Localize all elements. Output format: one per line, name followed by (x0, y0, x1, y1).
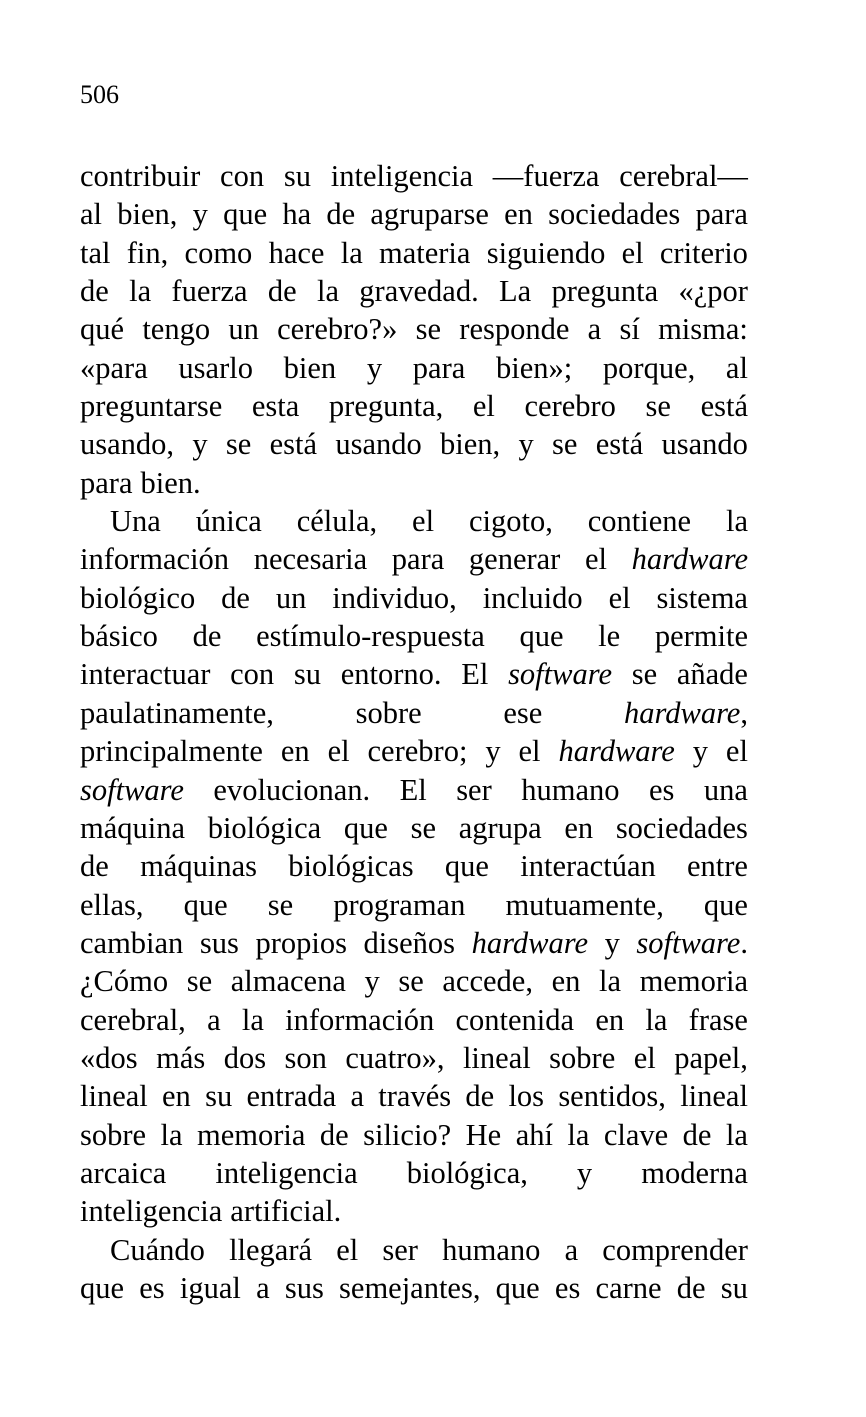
word: de (319, 1117, 349, 1152)
word: sobre (80, 1117, 147, 1152)
word: al (80, 197, 103, 232)
word: individuo, (332, 580, 457, 615)
paragraph (80, 502, 748, 1231)
word: que (343, 810, 388, 845)
word: bien, (440, 427, 501, 462)
word: sus (284, 1270, 324, 1305)
word: necesaria (253, 542, 368, 577)
word: qué (80, 312, 125, 347)
word: información (80, 542, 230, 577)
word: y (366, 350, 383, 385)
word: a (256, 1270, 270, 1305)
word: se (186, 964, 213, 999)
word: se (415, 312, 442, 347)
word: lineal (80, 1079, 148, 1114)
word: cuatro», (345, 1040, 445, 1075)
word: sistema (656, 580, 748, 615)
text-line (80, 771, 748, 809)
word: lineal (462, 1040, 531, 1075)
word: en (564, 810, 594, 845)
word: biológico (80, 580, 196, 615)
word: de (676, 1270, 706, 1305)
word: papel, (674, 1040, 748, 1075)
word: contiene (587, 504, 692, 539)
word: interactúan (520, 849, 656, 884)
word: añade (676, 657, 748, 692)
word: preguntarse (80, 389, 223, 424)
word: sociedades (548, 197, 681, 232)
word: en (595, 1002, 625, 1037)
word: generar (468, 542, 561, 577)
word: cerebro; (367, 734, 468, 769)
word: su (720, 1270, 748, 1305)
word: y (364, 964, 380, 999)
word: —fuerza (492, 159, 600, 193)
body-text (80, 157, 748, 1307)
word: que (183, 887, 228, 922)
word: bien, (117, 197, 178, 232)
word: misma: (658, 312, 748, 347)
text-line (80, 1039, 748, 1077)
word: cerebro?» (277, 312, 398, 347)
word: que (80, 1270, 125, 1305)
word: ser (456, 772, 492, 807)
text-line (80, 349, 748, 387)
word: de (682, 1117, 712, 1152)
word: de (221, 580, 250, 615)
word: Cuándo (110, 1232, 205, 1267)
word: es (139, 1270, 165, 1305)
word: y (576, 1155, 593, 1190)
word: pregunta (551, 274, 659, 309)
word: única (195, 504, 262, 539)
word: más (156, 1040, 206, 1075)
word: que (495, 1270, 540, 1305)
word: inteligencia (330, 159, 474, 193)
text-line (80, 1231, 748, 1269)
text-line (80, 464, 748, 502)
word: «dos (80, 1040, 138, 1075)
word: célula, (296, 504, 378, 539)
word: contribuir (80, 159, 201, 193)
word: a (564, 1232, 579, 1267)
word: el (584, 542, 607, 577)
word: en (280, 734, 310, 769)
word: usarlo (178, 350, 253, 385)
word: de (267, 274, 297, 309)
text-line (80, 1116, 748, 1154)
word: está (700, 389, 748, 424)
word: El (461, 657, 489, 692)
word: que (444, 849, 489, 884)
word: accede, (442, 964, 533, 999)
word: su (283, 159, 311, 193)
word: la (567, 1117, 590, 1152)
word: agrupa (458, 810, 542, 845)
word: el (608, 580, 631, 615)
word: como (184, 235, 253, 270)
word: se (631, 657, 658, 692)
word: el (336, 1232, 359, 1267)
word: bien»; (495, 350, 573, 385)
word: la (725, 1117, 748, 1152)
word: ahí (515, 1117, 553, 1152)
word: con (230, 657, 275, 692)
text-line (80, 732, 748, 770)
word: He (465, 1117, 502, 1152)
word: tal (80, 235, 111, 270)
word: una (703, 772, 748, 807)
word: hardware, (623, 695, 748, 730)
word: criterio (659, 235, 748, 270)
word: mutuamente, (505, 887, 664, 922)
word: permite (654, 619, 748, 654)
word: hardware (558, 734, 675, 769)
word: básico (80, 619, 158, 654)
word: materia (379, 235, 471, 270)
word: fin, (126, 235, 169, 270)
word: almacena (230, 964, 346, 999)
word: bien (283, 350, 337, 385)
word: inteligencia (215, 1155, 358, 1190)
word: sociedades (615, 810, 748, 845)
word: su (293, 657, 321, 692)
word: se (552, 427, 578, 462)
word: esta (251, 389, 300, 424)
word: humano (521, 772, 620, 807)
word: usando (661, 427, 748, 462)
word: biológica, (406, 1155, 528, 1190)
word: porque, (602, 350, 696, 385)
word: el (472, 389, 495, 424)
word: El (399, 772, 427, 807)
word: la (160, 1117, 183, 1152)
word: llegará (229, 1232, 313, 1267)
word: artificial. (230, 1194, 342, 1229)
text-line (80, 655, 748, 693)
word: sí (619, 312, 640, 347)
word: para (412, 350, 466, 385)
word: bien. (140, 465, 201, 500)
word: la (725, 504, 748, 539)
word: cerebral, (80, 1002, 186, 1037)
word: arcaica (80, 1155, 167, 1190)
word: con (220, 159, 265, 193)
paragraph (80, 157, 748, 502)
word: y (692, 734, 708, 769)
word: máquina (80, 810, 186, 845)
word: interactuar (80, 657, 211, 692)
word: memoria (639, 964, 748, 999)
word: a (350, 1079, 365, 1114)
word: responde (459, 312, 570, 347)
text-line (80, 195, 748, 233)
text-line (80, 962, 748, 1000)
word: usando (335, 427, 422, 462)
word: siguiendo (486, 235, 606, 270)
word: clave (603, 1117, 669, 1152)
word: para (695, 197, 748, 232)
word: principalmente (80, 734, 263, 769)
word: la (598, 964, 621, 999)
text-line (80, 540, 748, 578)
word: cambian (80, 925, 184, 960)
word: dos (223, 1040, 267, 1075)
word: de (80, 274, 109, 309)
word: la (340, 235, 363, 270)
word: ha (282, 197, 312, 232)
word: usando, (80, 427, 175, 462)
word: diseños (363, 925, 456, 960)
paragraph (80, 1231, 748, 1308)
text-line (80, 1154, 748, 1192)
word: en (162, 1079, 191, 1114)
word: y (518, 427, 534, 462)
word: sus (199, 925, 239, 960)
word: paulatinamente, (80, 695, 274, 730)
text-line (80, 1001, 748, 1039)
word: través (378, 1079, 452, 1114)
text-line (80, 617, 748, 655)
word: programan (333, 887, 466, 922)
word: frase (688, 1002, 748, 1037)
word: está (595, 427, 644, 462)
word: la (645, 1002, 668, 1037)
word: los (508, 1079, 545, 1114)
word: y (192, 427, 208, 462)
word: ellas, (80, 887, 144, 922)
text-line (80, 694, 748, 732)
word: a (207, 1002, 221, 1037)
word: entre (687, 849, 748, 884)
word: para (80, 465, 133, 500)
text-line (80, 1192, 748, 1230)
word: gravedad. (359, 274, 479, 309)
text-line (80, 809, 748, 847)
text-line (80, 310, 748, 348)
word: software. (636, 925, 748, 960)
word: y (192, 197, 208, 232)
word: al (725, 350, 748, 385)
text-line (80, 1077, 748, 1115)
text-line (80, 579, 748, 617)
word: agruparse (370, 197, 489, 232)
word: cerebral— (619, 159, 748, 193)
text-line (80, 425, 748, 463)
text-line (80, 157, 748, 195)
word: la (241, 1002, 264, 1037)
word: evolucionan. (213, 772, 371, 807)
word: propios (255, 925, 347, 960)
word: memoria (197, 1117, 306, 1152)
word: lineal (680, 1079, 748, 1114)
word: máquinas (140, 849, 257, 884)
word: información (285, 1002, 435, 1037)
page-number: 506 (80, 80, 119, 109)
word: está (269, 427, 318, 462)
word: y (604, 925, 620, 960)
text-line (80, 1269, 748, 1307)
word: moderna (641, 1155, 748, 1190)
word: comprender (602, 1232, 748, 1267)
word: y (485, 734, 501, 769)
word: tengo (142, 312, 211, 347)
word: en (504, 197, 533, 232)
word: «para (80, 350, 148, 385)
word: semejantes, (339, 1270, 481, 1305)
word: hardware (471, 925, 588, 960)
word: contenida (455, 1002, 575, 1037)
word: se (410, 810, 437, 845)
word: de (326, 197, 356, 232)
word: pregunta, (328, 389, 444, 424)
text-line (80, 924, 748, 962)
word: se (398, 964, 424, 999)
word: incluido (482, 580, 583, 615)
text-line (80, 234, 748, 272)
word: biológicas (288, 849, 414, 884)
word: sobre (355, 695, 422, 730)
word: sobre (549, 1040, 616, 1075)
word: es (649, 772, 675, 807)
word: igual (179, 1270, 241, 1305)
word: la (316, 274, 339, 309)
word: para (391, 542, 445, 577)
word: que (223, 197, 268, 232)
word: ser (382, 1232, 418, 1267)
word: de (80, 849, 109, 884)
text-line (80, 847, 748, 885)
word: el (327, 734, 350, 769)
word: que (519, 619, 564, 654)
word: el (633, 1040, 656, 1075)
word: el (621, 235, 644, 270)
word: cerebro (524, 389, 616, 424)
word: fuerza (171, 274, 248, 309)
word: en (551, 964, 581, 999)
word: ¿Cómo (80, 964, 169, 999)
text-line (80, 502, 748, 540)
word: que (703, 887, 748, 922)
word: se (267, 887, 294, 922)
word: se (225, 427, 252, 462)
word: se (645, 389, 671, 424)
word: el (518, 734, 541, 769)
word: de (192, 619, 222, 654)
text-line (80, 387, 748, 425)
word: humano (442, 1232, 541, 1267)
word: sentidos, (558, 1079, 666, 1114)
word: estímulo-respuesta (256, 619, 485, 654)
word: ese (503, 695, 543, 730)
word: La (499, 274, 532, 309)
word: de (465, 1079, 495, 1114)
word: software (80, 772, 184, 807)
word: un (228, 312, 259, 347)
word: «¿por (678, 274, 748, 309)
word: el (412, 504, 435, 539)
word: software (508, 657, 612, 692)
word: es (554, 1270, 581, 1305)
word: hardware (631, 542, 748, 577)
word: un (275, 580, 307, 615)
word: son (284, 1040, 327, 1075)
word: silicio? (363, 1117, 452, 1152)
word: entorno. (340, 657, 442, 692)
word: a (587, 312, 602, 347)
word: su (205, 1079, 233, 1114)
word: Una (110, 504, 161, 539)
word: la (129, 274, 152, 309)
word: biológica (207, 810, 322, 845)
word: carne (595, 1270, 662, 1305)
word: entrada (246, 1079, 337, 1114)
word: inteligencia (80, 1194, 223, 1229)
word: el (725, 734, 748, 769)
text-line (80, 272, 748, 310)
word: le (598, 619, 621, 654)
text-line (80, 886, 748, 924)
word: cigoto, (468, 504, 553, 539)
word: hace (268, 235, 325, 270)
